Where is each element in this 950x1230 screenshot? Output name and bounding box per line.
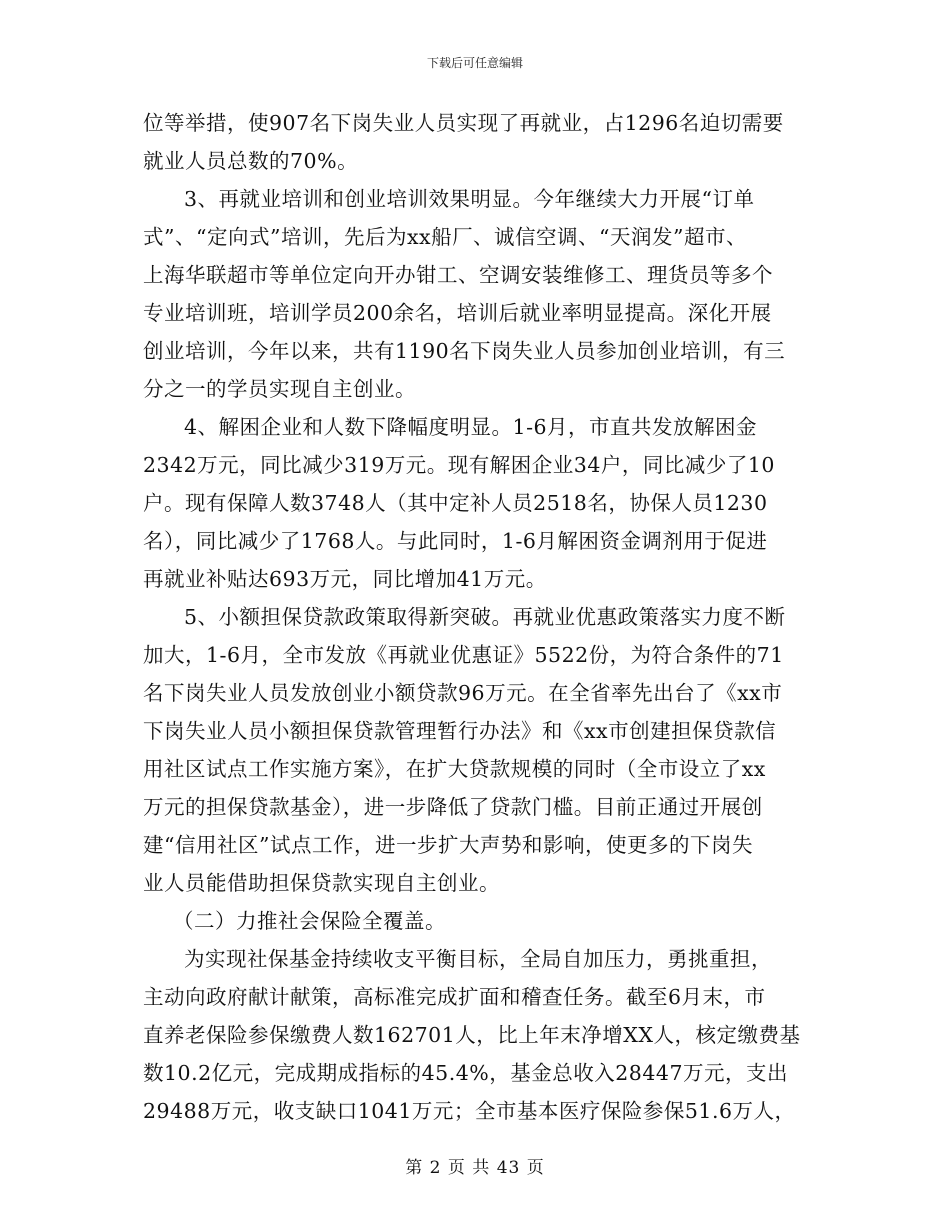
body-line: 就业人员总数的70%。 bbox=[143, 149, 359, 173]
body-line: 业人员能借助担保贷款实现自主创业。 bbox=[143, 871, 500, 895]
body-line: 创业培训，今年以来，共有1190名下岗失业人员参加创业培训，有三 bbox=[143, 339, 786, 363]
page-number-footer: 第 2 页 共 43 页 bbox=[405, 1158, 545, 1178]
body-line: 上海华联超市等单位定向开办钳工、空调安装维修工、理货员等多个 bbox=[143, 263, 773, 287]
section-heading: （二）力推社会保险全覆盖。 bbox=[173, 909, 446, 933]
body-line: 专业培训班，培训学员200余名，培训后就业率明显提高。深化开展 bbox=[143, 301, 772, 325]
body-line: 数10.2亿元，完成期成指标的45.4%，基金总收入28447万元，支出 bbox=[143, 1061, 788, 1085]
body-line: 再就业补贴达693万元，同比增加41万元。 bbox=[143, 567, 547, 591]
body-line: 分之一的学员实现自主创业。 bbox=[143, 377, 416, 401]
body-line: 加大，1-6月，全市发放《再就业优惠证》5522份，为符合条件的71 bbox=[143, 643, 784, 667]
body-line: 直养老保险参保缴费人数162701人，比上年末净增XX人，核定缴费基 bbox=[143, 1023, 801, 1047]
paragraph-start-line: 4、解困企业和人数下降幅度明显。1-6月，市直共发放解困金 bbox=[184, 415, 758, 439]
paragraph-start-line: 5、小额担保贷款政策取得新突破。再就业优惠政策落实力度不断 bbox=[184, 605, 786, 629]
page-header: 下载后可任意编辑 bbox=[426, 56, 523, 70]
body-line: 万元的担保贷款基金），进一步降低了贷款门槛。目前正通过开展创 bbox=[143, 795, 763, 819]
body-line: 建“信用社区”试点工作，进一步扩大声势和影响，使更多的下岗失 bbox=[143, 833, 753, 857]
body-line: 下岗失业人员小额担保贷款管理暂行办法》和《xx市创建担保贷款信 bbox=[143, 719, 777, 743]
paragraph-start-line: 3、再就业培训和创业培训效果明显。今年继续大力开展“订单 bbox=[184, 187, 755, 211]
body-line: 名下岗失业人员发放创业小额贷款96万元。在全省率先出台了《xx市 bbox=[143, 681, 783, 705]
body-line: 名），同比减少了1768人。与此同时，1-6月解困资金调剂用于促进 bbox=[143, 529, 768, 553]
body-line: 2342万元，同比减少319万元。现有解困企业34户，同比减少了10 bbox=[143, 453, 775, 477]
paragraph-start-line: 为实现社保基金持续收支平衡目标，全局自加压力，勇挑重担， bbox=[184, 947, 772, 971]
body-line: 位等举措，使907名下岗失业人员实现了再就业，占1296名迫切需要 bbox=[143, 111, 784, 135]
body-line: 29488万元，收支缺口1041万元；全市基本医疗保险参保51.6万人， bbox=[143, 1099, 796, 1123]
body-line: 主动向政府献计献策，高标准完成扩面和稽查任务。截至6月末，市 bbox=[143, 985, 766, 1009]
body-line: 户。现有保障人数3748人（其中定补人员2518名，协保人员1230 bbox=[143, 491, 768, 515]
body-line: 用社区试点工作实施方案》，在扩大贷款规模的同时（全市设立了xx bbox=[143, 757, 766, 781]
body-line: 式”、“定向式”培训，先后为xx船厂、诚信空调、“天润发”超市、 bbox=[143, 225, 748, 249]
document-body bbox=[143, 104, 803, 1130]
